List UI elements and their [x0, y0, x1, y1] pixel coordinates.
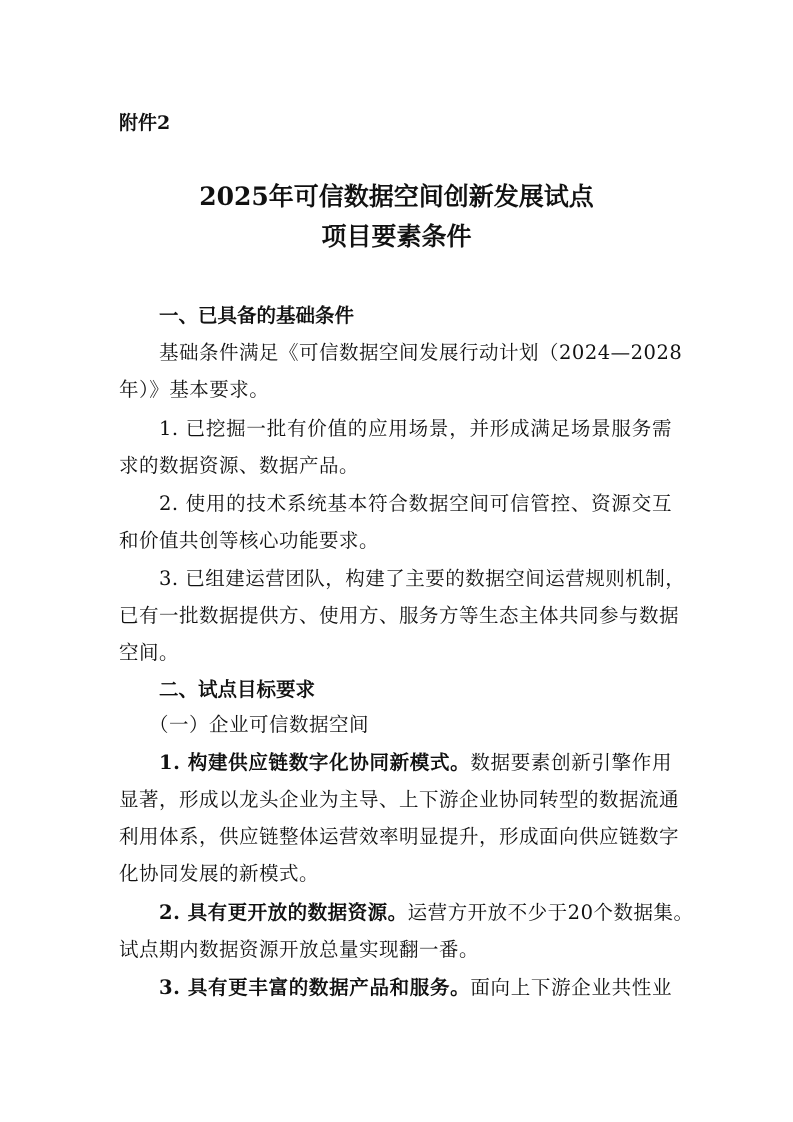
paragraph-line: 和价值共创等核心功能要求。: [119, 529, 380, 552]
section-2-item-3: [119, 969, 672, 1006]
paragraph-line: 利用体系，供应链整体运营效率明显提升，形成面向供应链数字: [119, 825, 680, 848]
section-1-item-2: [119, 485, 672, 559]
paragraph-line: 基础条件满足《可信数据空间发展行动计划（2024—2028: [159, 341, 683, 364]
section-1-intro: [119, 334, 683, 408]
paragraph-line: 1. 已挖掘一批有价值的应用场景，并形成满足场景服务需: [159, 417, 672, 440]
paragraph-line: 3. 已组建运营团队，构建了主要的数据空间运营规则机制，: [159, 567, 686, 590]
attachment-label: 附件2: [119, 112, 171, 134]
item-text: 运营方开放不少于20个数据集。: [407, 901, 694, 924]
section-2-heading: [119, 671, 672, 708]
paragraph-line: 显著，形成以龙头企业为主导、上下游企业协同转型的数据流通: [119, 788, 680, 811]
item-lead: 2. 具有更开放的数据资源。: [159, 901, 408, 924]
paragraph-line: 已有一批数据提供方、使用方、服务方等生态主体共同参与数据: [119, 604, 680, 627]
section-2-item-1: [119, 744, 680, 892]
paragraph-line: [119, 969, 672, 1006]
heading-text: 一、已具备的基础条件: [159, 304, 355, 327]
item-text: 面向上下游企业共性业: [470, 976, 672, 999]
section-1-heading: [119, 297, 672, 334]
paragraph-line: 空间。: [119, 641, 180, 664]
item-lead: 3. 具有更丰富的数据产品和服务。: [159, 976, 471, 999]
page-title-line-2: 项目要素条件: [321, 222, 472, 251]
section-2-subheading: [119, 706, 672, 743]
paragraph-line: 求的数据资源、数据产品。: [119, 454, 360, 477]
paragraph-line: 2. 使用的技术系统基本符合数据空间可信管控、资源交互: [159, 492, 672, 515]
page-title-line-1: 2025年可信数据空间创新发展试点: [199, 182, 594, 211]
subheading-text: （一）企业可信数据空间: [149, 713, 370, 736]
section-2-item-2: [119, 894, 694, 968]
paragraph-line: [119, 744, 672, 781]
paragraph-line: 年）》基本要求。: [119, 378, 270, 401]
section-1-item-3: [119, 560, 686, 671]
paragraph-line: 试点期内数据资源开放总量实现翻一番。: [119, 938, 480, 961]
heading-text: 二、试点目标要求: [159, 678, 316, 701]
item-lead: 1. 构建供应链数字化协同新模式。: [159, 751, 471, 774]
item-text: 数据要素创新引擎作用: [470, 751, 672, 774]
paragraph-line: 化协同发展的新模式。: [119, 862, 320, 885]
paragraph-line: [119, 894, 694, 931]
section-1-item-1: [119, 410, 672, 484]
